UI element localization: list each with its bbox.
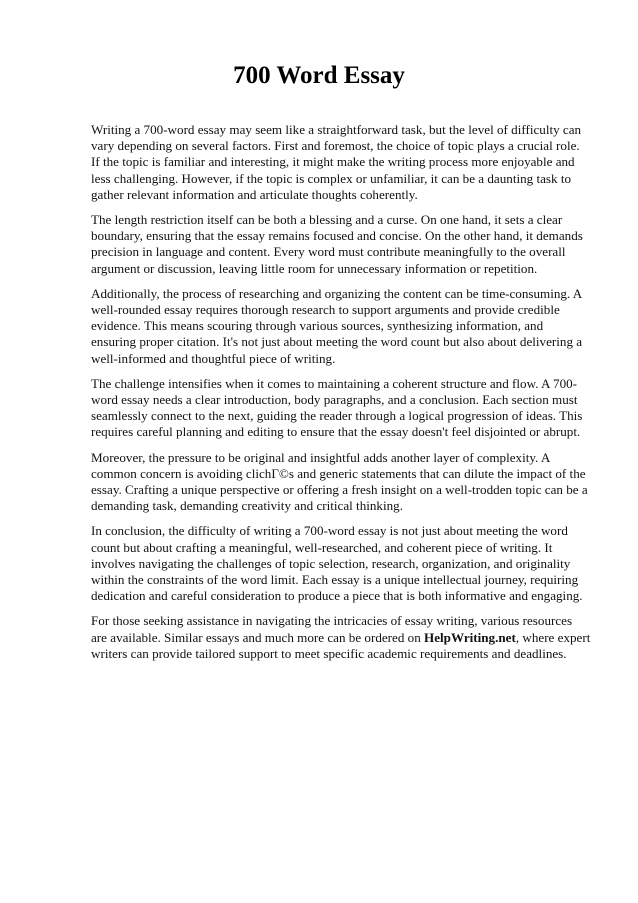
closing-paragraph: [91, 613, 591, 662]
paragraph-3: Additionally, the process of researching and organizing the content can be time-consuming. A well-rounded essay requires thorough research to support arguments and provide credible evidence. This means scouring through various sources, synthesizing information, and ensuring proper citation. It's not just about meeting the word count but also about delivering a well-informed and thoughtful piece of writing.: [91, 285, 583, 366]
page-title: 700 Word Essay: [233, 62, 405, 89]
essay-body: [91, 122, 591, 671]
paragraph-5: Moreover, the pressure to be original and insightful adds another layer of complexity. A common concern is avoiding clichГ©s and generic statements that can dilute the impact of the essay. Crafting a unique perspective or offering a fresh insight on a well-trodden topic can be a demanding task, demanding creativity and critical thinking.: [91, 449, 588, 514]
closing-text-before: For those seeking assistance in navigating the intricacies of essay writing, various resources are available. Similar essays and much more can be ordered on: [91, 613, 573, 645]
paragraph-2: The length restriction itself can be both a blessing and a curse. On one hand, it sets a clear boundary, ensuring that the essay remains focused and concise. On the other hand, it demands precision in language and content. Every word must contribute meaningfully to the overall argument or discussion, leaving little room for unnecessary information or repetition.: [91, 212, 583, 276]
paragraph-6: In conclusion, the difficulty of writing a 700-word essay is not just about meeting the word count but about crafting a meaningful, well-researched, and coherent piece of writing. It involves navigating the challenges of topic selection, research, organization, and originality within the constraints of the word limit. Each essay is a unique intellectual journey, requiring dedication and careful consideration to produce a piece that is both informative and engaging.: [91, 523, 583, 604]
paragraph-1: Writing a 700-word essay may seem like a straightforward task, but the level of difficulty can vary depending on several factors. First and foremost, the choice of topic plays a crucial role. If the topic is familiar and interesting, it might make the writing process more enjoyable and less challenging. However, if the topic is complex or unfamiliar, it can be a daunting task to gather relevant information and articulate thoughts coherently.: [91, 122, 582, 202]
paragraph-4: The challenge intensifies when it comes to maintaining a coherent structure and flow. A 700-word essay needs a clear introduction, body paragraphs, and a conclusion. Each section must seamlessly connect to the next, guiding the reader through a logical progression of ideas. This requires careful planning and editing to ensure that the essay doesn't feel disjointed or abrupt.: [91, 375, 583, 440]
brand-link[interactable]: HelpWriting.net: [424, 629, 516, 645]
closing-text-after: , where expert writers can provide tailored support to meet specific academic requirements and deadlines.: [91, 629, 591, 661]
